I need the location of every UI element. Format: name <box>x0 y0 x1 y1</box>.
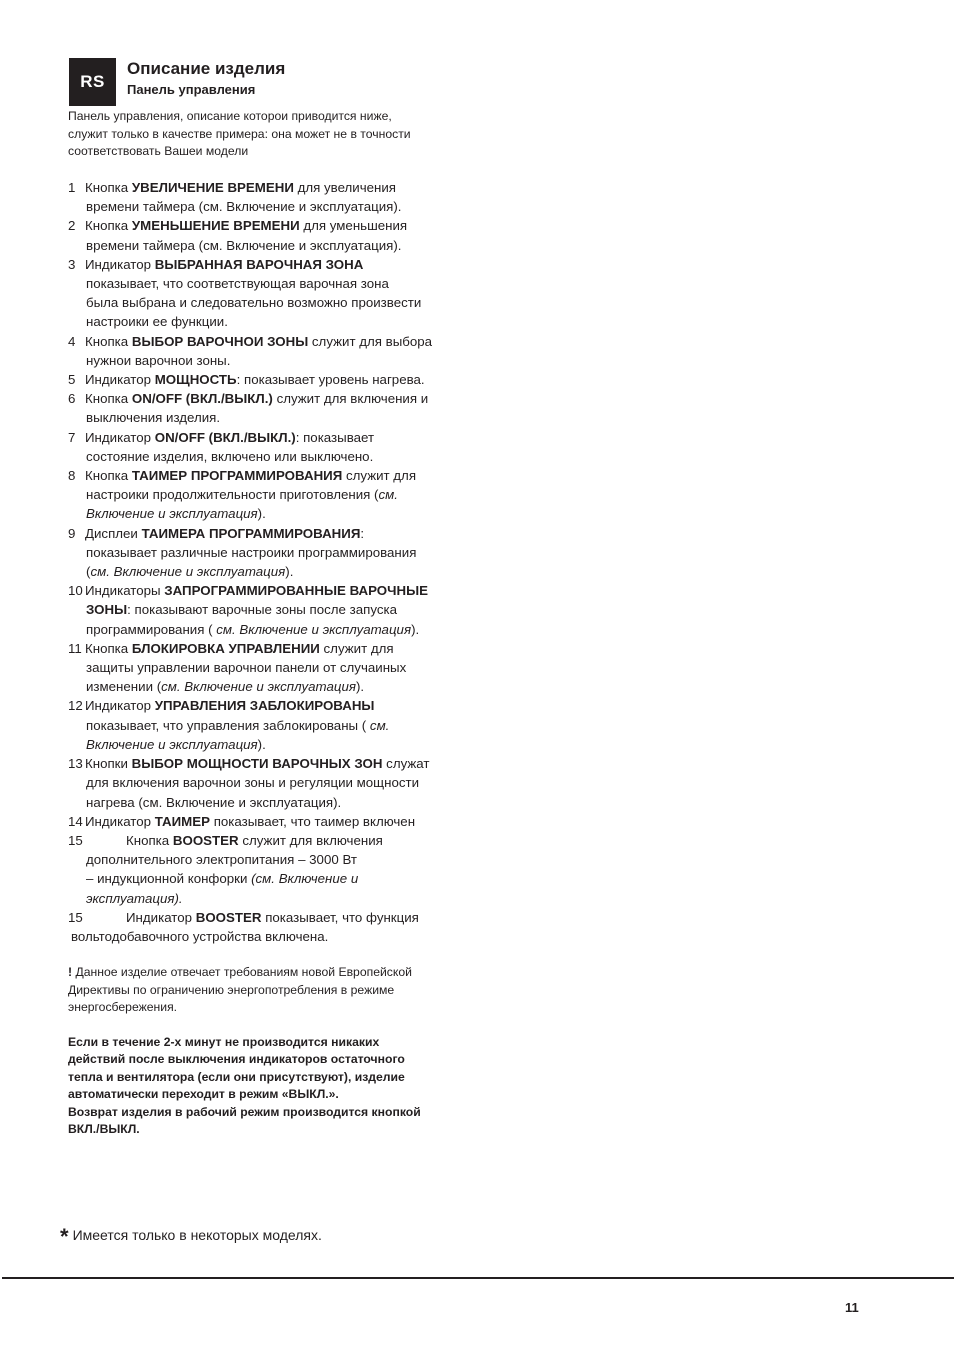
item-keyword: ЗАПРОГРАММИРОВАННЫЕ ВАРОЧНЫЕ <box>164 583 428 599</box>
item-text: ( <box>86 564 91 580</box>
item-reference: см. Включение и эксплуатация <box>216 621 412 637</box>
item-keyword: ЗОНЫ <box>86 602 128 618</box>
standby-line: Если в течение 2-х минут не производится никаких <box>68 1035 380 1049</box>
item-text: – индукционной конфорки <box>86 871 252 887</box>
standby-line: тепла и вентилятора (если они присутствуют), изделие <box>68 1069 405 1084</box>
item-text: служит для выбора <box>308 333 433 349</box>
item-text: программирования ( <box>86 621 217 637</box>
list-item <box>68 696 458 754</box>
item-text: настроики продолжительности приготовления ( <box>86 487 379 503</box>
item-text: Индикатор <box>85 256 155 272</box>
item-text: ). <box>257 506 266 522</box>
item-text: нужнои варочнои зоны. <box>86 352 231 368</box>
footnote <box>60 1220 322 1249</box>
item-text: Дисплеи <box>85 525 142 541</box>
list-item <box>68 428 458 466</box>
item-keyword: ВЫБОР ВАРОЧНОИ ЗОНЫ <box>131 333 309 349</box>
item-text: служат <box>382 756 430 772</box>
energy-notice <box>68 964 458 1017</box>
intro-line: Панель управления, описание которои приводится ниже, <box>68 109 392 123</box>
item-text: ). <box>257 736 266 752</box>
item-number: 10 <box>68 583 83 599</box>
item-reference: Включение и эксплуатация <box>86 736 258 752</box>
item-text: для увеличения <box>293 180 397 195</box>
list-item <box>68 332 458 370</box>
language-badge: RS <box>69 58 116 106</box>
item-text: была выбрана и следовательно возможно произвести <box>86 295 422 311</box>
item-text: Кнопка <box>85 468 132 484</box>
item-keyword: ON/OFF (ВКЛ./ВЫКЛ.) <box>131 391 273 407</box>
item-number: 6 <box>68 391 76 407</box>
item-reference: эксплуатация). <box>86 890 183 906</box>
item-text: Кнопка <box>126 832 173 848</box>
list-item <box>68 812 458 831</box>
item-text: Индикатор <box>85 372 155 388</box>
item-text: Индикатор <box>85 429 155 445</box>
warning-mark: ! <box>68 965 73 979</box>
list-item <box>68 466 458 524</box>
item-keyword: ТАИМЕР ПРОГРАММИРОВАНИЯ <box>131 468 343 484</box>
notice-text: Данное изделие отвечает требованиям новой Европейской <box>72 965 412 979</box>
item-text: Индикаторы <box>85 583 165 599</box>
notice-text: Директивы по ограничению энергопотребления в режиме <box>68 982 395 997</box>
item-keyword: BOOSTER <box>195 909 262 925</box>
item-text: настроики ее функции. <box>86 314 228 330</box>
item-text: : показывает <box>295 429 375 445</box>
page-subtitle: Панель управления <box>127 82 256 97</box>
item-reference: Включение и эксплуатация <box>86 506 258 522</box>
item-number: 12 <box>68 698 83 714</box>
list-item <box>68 370 458 389</box>
item-text: для включения варочнои зоны и регуляции мощности <box>86 775 420 791</box>
item-number: 4 <box>68 333 76 349</box>
item-text: состояние изделия, включено или выключено. <box>86 448 374 464</box>
item-text: изменении ( <box>86 679 162 695</box>
item-text: Кнопка <box>85 640 132 656</box>
item-text: показывает, что соответствующая варочная зона <box>86 276 389 292</box>
item-text: времени таймера (см. Включение и эксплуатация). <box>86 199 402 215</box>
item-text: показывает различные настроики программирования <box>86 544 417 560</box>
item-number: 15 <box>68 832 83 848</box>
item-text: нагрева (см. Включение и эксплуатация). <box>86 794 342 810</box>
item-text: Кнопка <box>85 391 132 407</box>
item-text: ). <box>355 679 365 695</box>
item-text: : <box>360 525 365 541</box>
list-item <box>68 178 458 216</box>
list-item <box>68 389 458 427</box>
item-keyword: УВЕЛИЧЕНИЕ ВРЕМЕНИ <box>131 180 294 195</box>
intro-line: служит только в качестве примера: она может не в точности <box>68 126 411 141</box>
item-keyword: ТАИМЕРА ПРОГРАММИРОВАНИЯ <box>141 525 361 541</box>
item-text: Кнопка <box>85 333 132 349</box>
item-text: Индикатор <box>85 698 155 714</box>
intro-paragraph <box>68 108 448 161</box>
item-keyword: УМЕНЬШЕНИЕ ВРЕМЕНИ <box>131 218 300 234</box>
item-number: 9 <box>68 525 76 541</box>
item-text: для уменьшения <box>299 218 408 234</box>
item-number: 1 <box>68 180 76 195</box>
item-text: Кнопка <box>85 180 132 195</box>
list-item <box>68 754 458 812</box>
item-text: защиты управлении варочнои панели от случаиных <box>86 660 407 676</box>
list-item <box>68 908 458 946</box>
notice-text: энергосбережения. <box>68 1000 178 1014</box>
item-keyword: BOOSTER <box>172 832 239 848</box>
item-number: 13 <box>68 756 83 772</box>
list-item <box>68 639 458 697</box>
item-number: 8 <box>68 468 76 484</box>
list-item <box>68 581 458 639</box>
standby-paragraph <box>68 1034 458 1138</box>
item-text: : показывает уровень нагрева. <box>236 372 425 388</box>
item-text: ). <box>285 564 294 580</box>
item-text: показывает, что управления заблокированы ( <box>86 717 370 733</box>
item-number: 3 <box>68 256 76 272</box>
list-item <box>68 255 458 332</box>
control-panel-list <box>68 178 458 946</box>
item-text: : показывают варочные зоны после запуска <box>127 602 397 618</box>
item-text: показывает, что таимер включен <box>210 813 416 829</box>
page-title: Описание изделия <box>127 59 286 78</box>
item-text: служит для <box>342 468 417 484</box>
item-reference: см. Включение и эксплуатация <box>161 679 356 695</box>
item-number: 11 <box>68 640 82 656</box>
item-keyword: ВЫБРАННАЯ ВАРОЧНАЯ ЗОНА <box>154 256 364 272</box>
item-text: Кнопки <box>85 756 132 772</box>
item-reference: (см. Включение и <box>251 871 359 887</box>
item-text: времени таймера (см. Включение и эксплуатация). <box>86 237 402 253</box>
item-reference: см. <box>369 717 390 733</box>
item-text: показывает, что функция <box>261 909 419 925</box>
item-reference: см. <box>378 487 398 503</box>
list-item <box>68 216 458 254</box>
item-text: служит для включения <box>238 832 383 848</box>
item-text: Индикатор <box>126 909 196 925</box>
footer-divider <box>2 1277 954 1279</box>
asterisk-icon: * <box>60 1224 69 1249</box>
item-keyword: УПРАВЛЕНИЯ ЗАБЛОКИРОВАНЫ <box>154 698 375 714</box>
intro-line: соответствовать Вашеи модели <box>68 144 249 158</box>
item-number: 14 <box>68 813 83 829</box>
item-text: Индикатор <box>85 813 155 829</box>
standby-line: ВКЛ./ВЫКЛ. <box>68 1122 140 1137</box>
standby-line: Возврат изделия в рабочий режим производится кнопкой <box>68 1104 421 1119</box>
item-keyword: БЛОКИРОВКА УПРАВЛЕНИИ <box>131 640 320 656</box>
item-text: служит для <box>319 640 394 656</box>
item-number: 2 <box>68 218 76 234</box>
item-number: 5 <box>68 372 76 388</box>
item-text: служит для включения и <box>272 391 429 407</box>
item-text: Кнопка <box>85 218 132 234</box>
page-number: 11 <box>845 1300 859 1315</box>
item-text: ). <box>411 621 420 637</box>
list-item <box>68 831 458 908</box>
standby-line: действий после выключения индикаторов остаточного <box>68 1052 405 1067</box>
footnote-text: Имеется только в некоторых моделях. <box>72 1227 322 1243</box>
standby-line: автоматически переходит в режим «ВЫКЛ.». <box>68 1087 339 1102</box>
item-reference: см. Включение и эксплуатация <box>90 564 286 580</box>
item-number: 7 <box>68 429 76 445</box>
item-keyword: МОЩНОСТЬ <box>154 372 237 388</box>
item-keyword: ВЫБОР МОЩНОСТИ ВАРОЧНЫХ ЗОН <box>131 756 383 772</box>
item-keyword: ON/OFF (ВКЛ./ВЫКЛ.) <box>154 429 296 445</box>
item-number: 15 <box>68 909 83 925</box>
item-text: выключения изделия. <box>86 410 221 426</box>
item-text: дополнительного электропитания – 3000 Вт <box>86 852 357 868</box>
item-keyword: ТАИМЕР <box>154 813 210 829</box>
item-text: вольтодобавочного устройства включена. <box>71 928 329 944</box>
list-item <box>68 524 458 582</box>
